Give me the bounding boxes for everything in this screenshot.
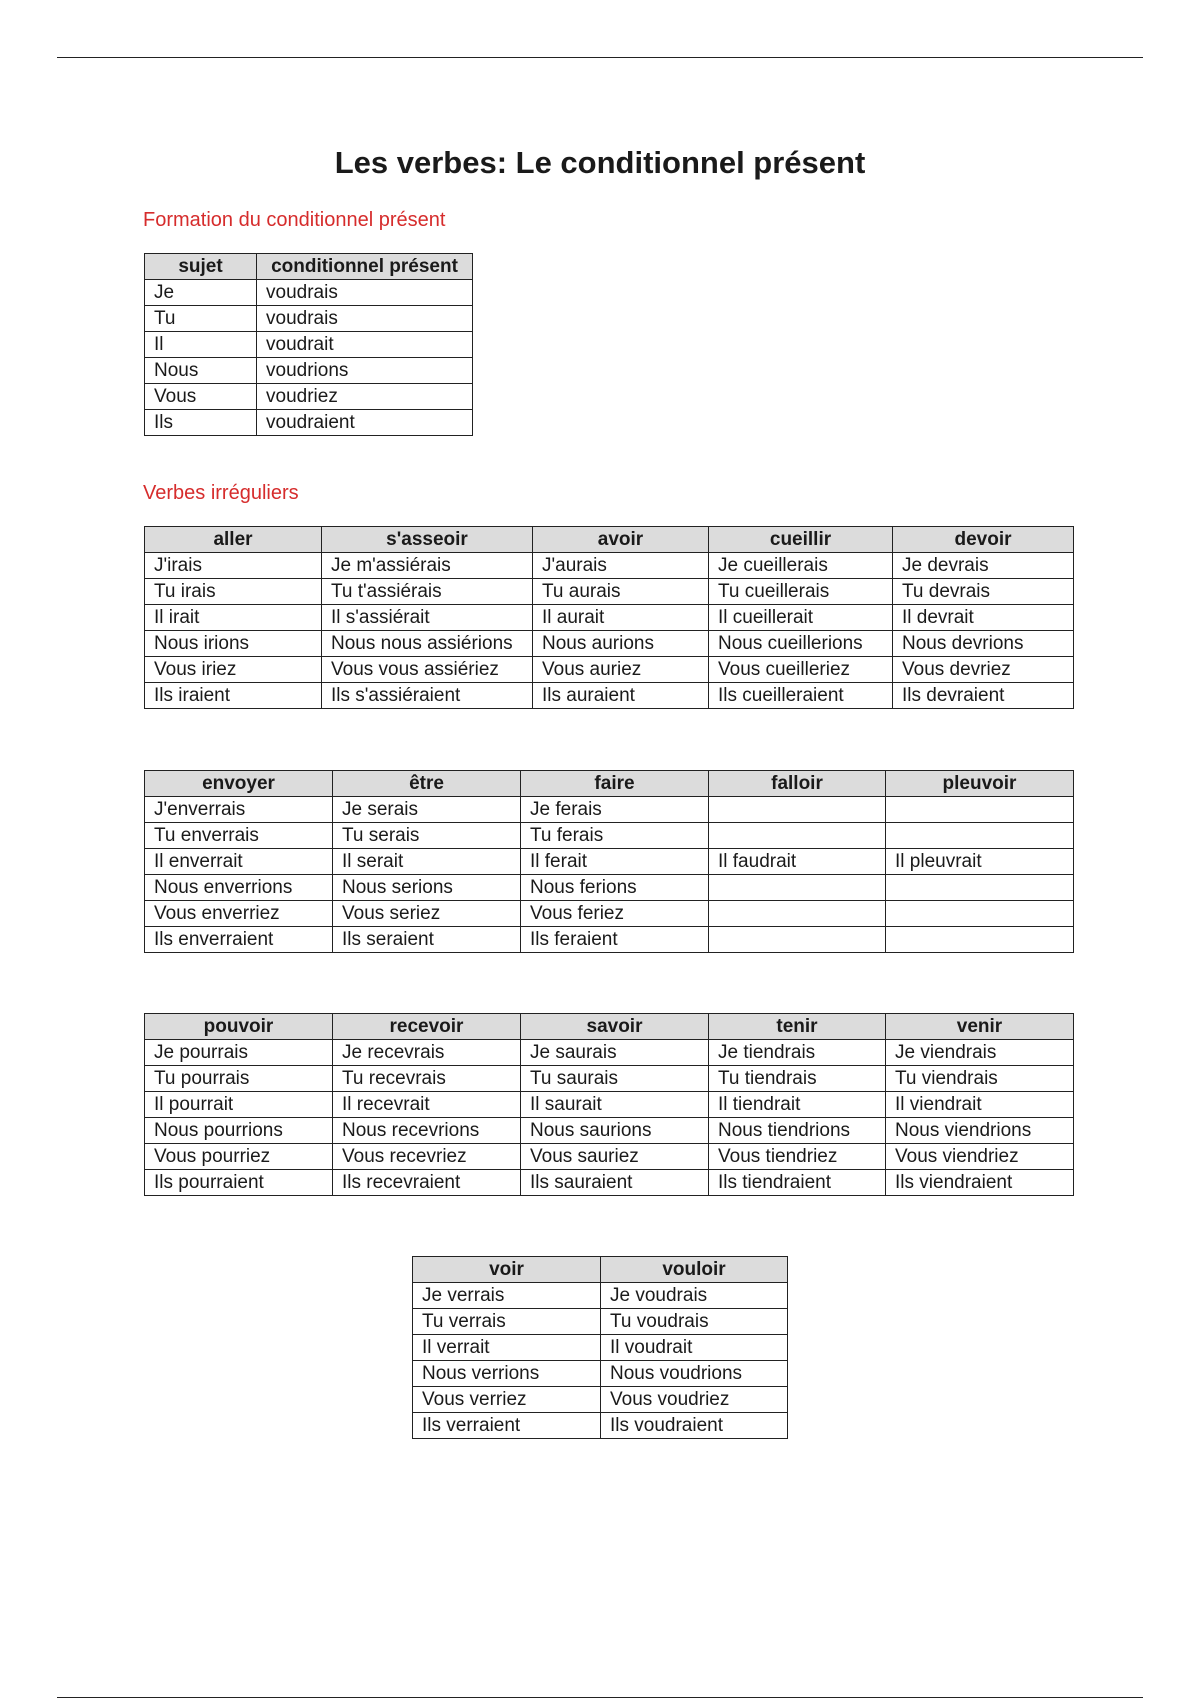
table-row <box>145 631 1074 657</box>
column-header: sujet <box>145 254 257 280</box>
column-header: devoir <box>893 527 1074 553</box>
column-header: conditionnel présent <box>257 254 473 280</box>
table-cell: Vous iriez <box>145 657 322 683</box>
table-row <box>145 384 473 410</box>
table-cell <box>709 797 886 823</box>
table-cell: Tu devrais <box>893 579 1074 605</box>
table-cell: voudrais <box>257 280 473 306</box>
table-cell: Vous tiendriez <box>709 1144 886 1170</box>
table-cell: Il aurait <box>533 605 709 631</box>
column-header: savoir <box>521 1014 709 1040</box>
column-header: être <box>333 771 521 797</box>
table-cell <box>886 823 1074 849</box>
table-cell: Je <box>145 280 257 306</box>
table-cell: Il viendrait <box>886 1092 1074 1118</box>
table-cell: Vous enverriez <box>145 901 333 927</box>
table-row <box>145 797 1074 823</box>
table-cell: Il devrait <box>893 605 1074 631</box>
table-cell: Vous <box>145 384 257 410</box>
table-cell: Il saurait <box>521 1092 709 1118</box>
table-cell: Il pourrait <box>145 1092 333 1118</box>
table-row <box>413 1335 788 1361</box>
table-row <box>145 280 473 306</box>
table-cell: Nous <box>145 358 257 384</box>
table-cell: Tu voudrais <box>601 1309 788 1335</box>
table-cell: Ils auraient <box>533 683 709 709</box>
table-cell: Nous irions <box>145 631 322 657</box>
irregular-verbs-table-1 <box>144 526 1074 709</box>
table-cell: voudrions <box>257 358 473 384</box>
section-heading-formation: Formation du conditionnel présent <box>143 209 446 231</box>
table-cell: Tu recevrais <box>333 1066 521 1092</box>
table-cell: Tu viendrais <box>886 1066 1074 1092</box>
table-row <box>145 657 1074 683</box>
table-cell: Vous verriez <box>413 1387 601 1413</box>
column-header: recevoir <box>333 1014 521 1040</box>
table-row <box>145 410 473 436</box>
table-cell: Je tiendrais <box>709 1040 886 1066</box>
table-cell: Nous verrions <box>413 1361 601 1387</box>
table-cell: Nous pourrions <box>145 1118 333 1144</box>
table-cell: Il recevrait <box>333 1092 521 1118</box>
table-row <box>145 1092 1074 1118</box>
table-cell: Il verrait <box>413 1335 601 1361</box>
table-row <box>145 332 473 358</box>
column-header: pouvoir <box>145 1014 333 1040</box>
table-cell: Nous nous assiérions <box>322 631 533 657</box>
table-header-row <box>413 1257 788 1283</box>
table-cell: voudriez <box>257 384 473 410</box>
table-cell: Ils s'assiéraient <box>322 683 533 709</box>
table-row <box>413 1309 788 1335</box>
table-header-row <box>145 1014 1074 1040</box>
table-row <box>145 1040 1074 1066</box>
table-cell: Tu verrais <box>413 1309 601 1335</box>
table-cell: Il <box>145 332 257 358</box>
column-header: venir <box>886 1014 1074 1040</box>
table-cell <box>886 901 1074 927</box>
table-cell: Il s'assiérait <box>322 605 533 631</box>
table-cell: Il cueillerait <box>709 605 893 631</box>
table-cell: Nous ferions <box>521 875 709 901</box>
table-cell: Tu ferais <box>521 823 709 849</box>
table-cell: Ils tiendraient <box>709 1170 886 1196</box>
table-cell: Je m'assiérais <box>322 553 533 579</box>
table-cell <box>886 797 1074 823</box>
table-cell: Nous recevrions <box>333 1118 521 1144</box>
table-cell: Vous sauriez <box>521 1144 709 1170</box>
table-cell <box>709 927 886 953</box>
table-cell: Nous viendrions <box>886 1118 1074 1144</box>
table-cell: Je voudrais <box>601 1283 788 1309</box>
table-cell: Tu cueillerais <box>709 579 893 605</box>
table-row <box>145 683 1074 709</box>
table-row <box>145 1118 1074 1144</box>
table-cell: Ils cueilleraient <box>709 683 893 709</box>
table-row <box>145 823 1074 849</box>
table-row <box>145 1170 1074 1196</box>
table-row <box>145 849 1074 875</box>
column-header: voir <box>413 1257 601 1283</box>
table-cell: Ils <box>145 410 257 436</box>
table-cell: Ils iraient <box>145 683 322 709</box>
table-cell: Vous voudriez <box>601 1387 788 1413</box>
table-cell: Il voudrait <box>601 1335 788 1361</box>
table-cell: Je recevrais <box>333 1040 521 1066</box>
table-row <box>413 1413 788 1439</box>
bottom-rule <box>57 1697 1143 1698</box>
table-cell <box>709 901 886 927</box>
top-rule <box>57 57 1143 58</box>
table-row <box>145 306 473 332</box>
table-row <box>145 605 1074 631</box>
page-title: Les verbes: Le conditionnel présent <box>334 145 866 180</box>
table-cell: Vous recevriez <box>333 1144 521 1170</box>
table-cell: Tu enverrais <box>145 823 333 849</box>
table-cell: Ils viendraient <box>886 1170 1074 1196</box>
table-cell: Ils voudraient <box>601 1413 788 1439</box>
table-cell: Vous feriez <box>521 901 709 927</box>
table-cell: Tu aurais <box>533 579 709 605</box>
table-row <box>145 901 1074 927</box>
table-cell: Je viendrais <box>886 1040 1074 1066</box>
table-cell: Tu t'assiérais <box>322 579 533 605</box>
table-cell: Ils sauraient <box>521 1170 709 1196</box>
table-row <box>145 553 1074 579</box>
table-cell: J'enverrais <box>145 797 333 823</box>
table-cell: Nous tiendrions <box>709 1118 886 1144</box>
table-cell: Ils feraient <box>521 927 709 953</box>
table-cell: voudrait <box>257 332 473 358</box>
table-row <box>145 1144 1074 1170</box>
table-cell: voudrais <box>257 306 473 332</box>
column-header: cueillir <box>709 527 893 553</box>
table-cell: Nous saurions <box>521 1118 709 1144</box>
table-row <box>145 1066 1074 1092</box>
table-cell: J'irais <box>145 553 322 579</box>
table-cell: Vous viendriez <box>886 1144 1074 1170</box>
table-cell: Tu tiendrais <box>709 1066 886 1092</box>
table-cell: Nous devrions <box>893 631 1074 657</box>
table-cell: Il ferait <box>521 849 709 875</box>
table-cell: Je verrais <box>413 1283 601 1309</box>
table-cell: Ils enverraient <box>145 927 333 953</box>
table-row <box>413 1361 788 1387</box>
table-cell: Je pourrais <box>145 1040 333 1066</box>
table-cell: Vous cueilleriez <box>709 657 893 683</box>
table-cell: Vous pourriez <box>145 1144 333 1170</box>
table-cell <box>709 875 886 901</box>
table-cell: Nous aurions <box>533 631 709 657</box>
table-row <box>413 1387 788 1413</box>
table-cell: Nous voudrions <box>601 1361 788 1387</box>
table-cell: Je cueillerais <box>709 553 893 579</box>
column-header: pleuvoir <box>886 771 1074 797</box>
table-cell: Il pleuvrait <box>886 849 1074 875</box>
table-cell: Ils devraient <box>893 683 1074 709</box>
table-row <box>145 927 1074 953</box>
column-header: s'asseoir <box>322 527 533 553</box>
table-cell: Je ferais <box>521 797 709 823</box>
table-cell: Il irait <box>145 605 322 631</box>
table-cell: Ils seraient <box>333 927 521 953</box>
table-cell <box>886 927 1074 953</box>
table-row <box>145 875 1074 901</box>
column-header: aller <box>145 527 322 553</box>
table-cell: voudraient <box>257 410 473 436</box>
column-header: faire <box>521 771 709 797</box>
table-cell: Tu pourrais <box>145 1066 333 1092</box>
table-cell: Il tiendrait <box>709 1092 886 1118</box>
table-cell: J'aurais <box>533 553 709 579</box>
table-cell: Tu <box>145 306 257 332</box>
table-cell <box>709 823 886 849</box>
irregular-verbs-table-2 <box>144 770 1074 953</box>
table-cell: Vous vous assiériez <box>322 657 533 683</box>
column-header: envoyer <box>145 771 333 797</box>
table-cell <box>886 875 1074 901</box>
column-header: tenir <box>709 1014 886 1040</box>
table-row <box>145 579 1074 605</box>
table-row <box>413 1283 788 1309</box>
table-header-row <box>145 771 1074 797</box>
table-cell: Je serais <box>333 797 521 823</box>
irregular-verbs-table-3 <box>144 1013 1074 1196</box>
column-header: falloir <box>709 771 886 797</box>
table-cell: Nous enverrions <box>145 875 333 901</box>
table-cell: Nous serions <box>333 875 521 901</box>
section-heading-irregular-verbs: Verbes irréguliers <box>143 482 299 504</box>
table-header-row <box>145 254 473 280</box>
table-cell: Vous auriez <box>533 657 709 683</box>
table-header-row <box>145 527 1074 553</box>
irregular-verbs-table-4 <box>412 1256 788 1439</box>
table-cell: Il enverrait <box>145 849 333 875</box>
table-cell: Ils pourraient <box>145 1170 333 1196</box>
table-cell: Nous cueillerions <box>709 631 893 657</box>
column-header: vouloir <box>601 1257 788 1283</box>
table-cell: Je devrais <box>893 553 1074 579</box>
table-cell: Tu serais <box>333 823 521 849</box>
table-cell: Vous seriez <box>333 901 521 927</box>
table-cell: Ils verraient <box>413 1413 601 1439</box>
table-cell: Tu irais <box>145 579 322 605</box>
table-row <box>145 358 473 384</box>
table-cell: Vous devriez <box>893 657 1074 683</box>
table-cell: Il serait <box>333 849 521 875</box>
table-cell: Tu saurais <box>521 1066 709 1092</box>
column-header: avoir <box>533 527 709 553</box>
table-cell: Ils recevraient <box>333 1170 521 1196</box>
table-cell: Je saurais <box>521 1040 709 1066</box>
table-cell: Il faudrait <box>709 849 886 875</box>
formation-table <box>144 253 473 436</box>
